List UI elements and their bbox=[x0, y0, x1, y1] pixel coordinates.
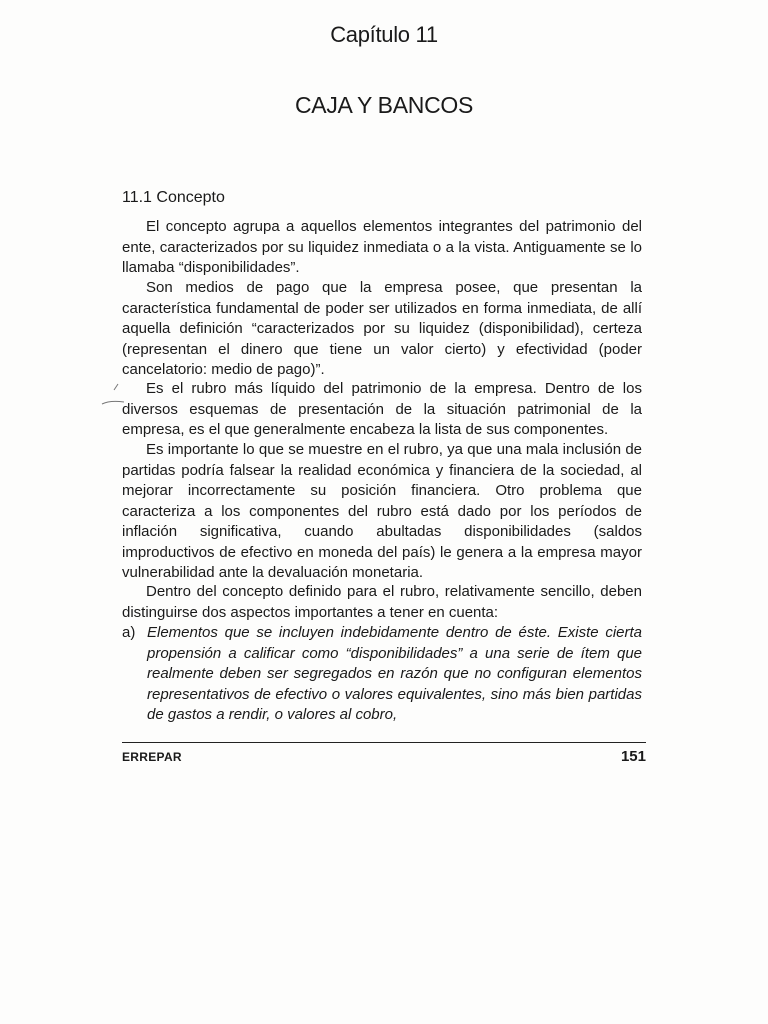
page-number: 151 bbox=[620, 748, 646, 765]
list-marker: a) bbox=[122, 624, 136, 641]
paragraph bbox=[122, 278, 642, 381]
paragraph bbox=[122, 440, 642, 584]
paragraph-text: Es el rubro más líquido del patrimonio de la empresa. Dentro de los diversos esquemas de presentación de la situación patrimonial de la empresa, es el que generalmente encabeza la lista de sus componentes. bbox=[122, 380, 642, 438]
paragraph bbox=[122, 217, 642, 279]
aspects-list bbox=[122, 623, 642, 726]
footer-divider bbox=[122, 742, 646, 743]
paragraph-text: El concepto agrupa a aquellos elementos integrantes del patrimonio del ente, caracterizados por su liquidez inmediata o a la vista. Antiguamente se lo llamaba “disponibilidades”. bbox=[122, 218, 642, 276]
list-item bbox=[122, 623, 642, 726]
section-heading: 11.1 Concepto bbox=[122, 189, 225, 206]
paragraph bbox=[122, 582, 642, 623]
list-item-text: Elementos que se incluyen indebidamente dentro de éste. Existe cierta propensión a calificar como “disponibilidades” a una serie de ítem que realmente deben ser segregados en razón que no configuran elementos representativos de efectivo o valores equivalentes, sino más bien partidas de gastos a rendir, o valores al cobro, bbox=[147, 624, 642, 723]
handwritten-mark-icon bbox=[100, 382, 126, 412]
paragraph-text: Dentro del concepto definido para el rubro, relativamente sencillo, deben distinguirse dos aspectos importantes a tener en cuenta: bbox=[122, 583, 642, 621]
paragraph bbox=[122, 379, 642, 441]
paragraph-text: Es importante lo que se muestre en el rubro, ya que una mala inclusión de partidas podría falsear la realidad económica y financiera de la sociedad, al mejorar incorrectamente su posición financiera. Otro problema que caracteriza a los componentes del rubro está dado por los períodos de inflación significativa, cuando abultadas disponibilidades (saldos improductivos de efectivo en moneda del país) le genera a la empresa mayor vulnerabilidad ante la devaluación monetaria. bbox=[122, 441, 642, 581]
publisher-name: ERREPAR bbox=[122, 750, 182, 764]
paragraph-text: Son medios de pago que la empresa posee, que presentan la característica fundamental de poder ser utilizados en forma inmediata, de allí aquella definición “caracterizados por su liquidez (disponibilidad), certeza (representan el dinero que tiene un valor cierto) y efectividad (poder cancelatorio: medio de pago)”. bbox=[122, 279, 642, 378]
chapter-title: CAJA Y BANCOS bbox=[294, 92, 474, 118]
chapter-label: Capítulo 11 bbox=[330, 22, 438, 47]
